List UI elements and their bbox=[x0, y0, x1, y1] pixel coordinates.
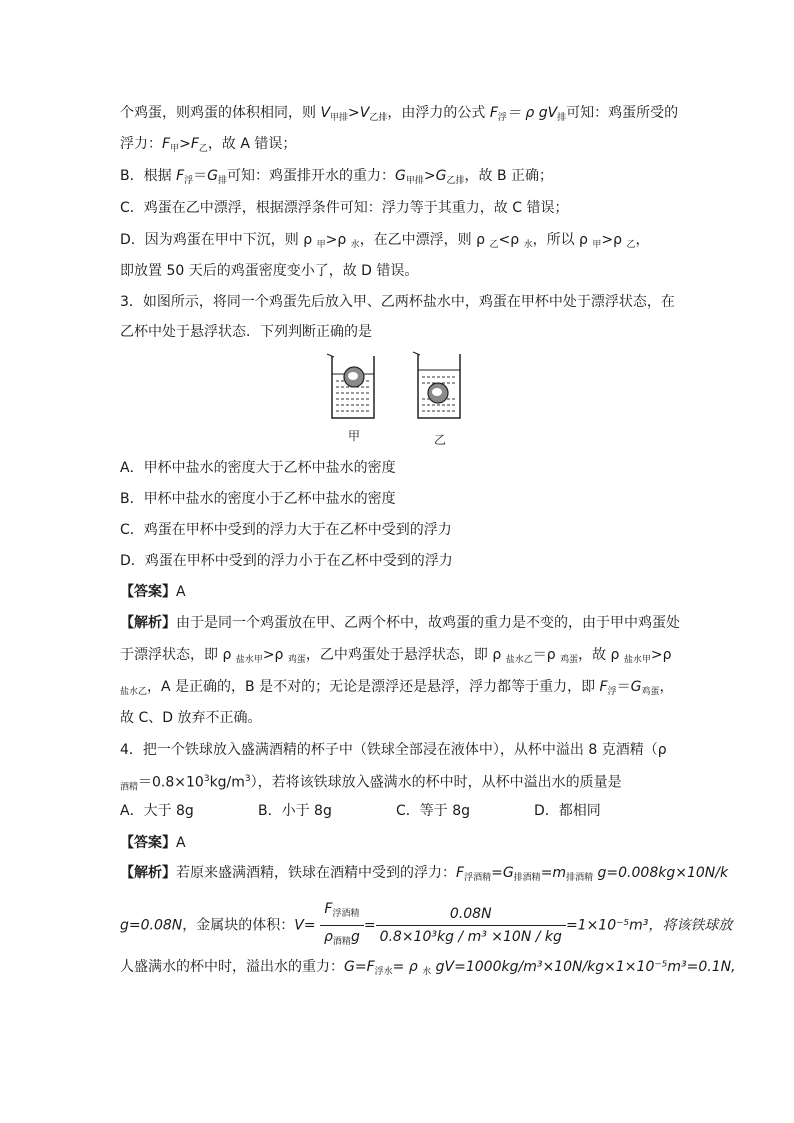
subscript: 盐水乙 bbox=[120, 687, 148, 697]
option-a: A．大于 8g bbox=[120, 803, 194, 819]
math-expression: g=0.08N bbox=[120, 917, 183, 934]
fraction-denominator: 0.8×10³kg / m³ ×10N / kg bbox=[379, 929, 562, 945]
explanation-line bbox=[120, 864, 729, 887]
option-c: C．鸡蛋在甲杯中受到的浮力大于在乙杯中受到的浮力 bbox=[120, 522, 452, 538]
text-span: 可知：鸡蛋所受的 bbox=[566, 105, 679, 121]
subscript: 盐水乙 bbox=[505, 655, 533, 665]
subscript: 乙排 bbox=[446, 176, 465, 186]
text-line bbox=[120, 167, 704, 190]
math-symbol: g bbox=[350, 929, 360, 945]
text-line: C．鸡蛋在乙中漂浮，根据漂浮条件可知：浮力等于其重力，故 C 错误； bbox=[120, 200, 569, 216]
text-span: 若原来盛满酒精，铁球在酒精中受到的浮力： bbox=[176, 865, 456, 881]
text-span: ，所以 ρ bbox=[532, 232, 593, 248]
subscript: 水 bbox=[523, 240, 533, 250]
subscript: 水 bbox=[350, 240, 360, 250]
subscript: 排 bbox=[557, 113, 567, 123]
text-line bbox=[120, 231, 704, 254]
text-span: <ρ bbox=[498, 232, 524, 248]
text-span: 于漂浮状态，即 ρ bbox=[120, 647, 236, 663]
text-span: ，在乙中漂浮，则 ρ bbox=[359, 232, 490, 248]
answer-line bbox=[120, 834, 704, 852]
answer-tag: 【答案】 bbox=[120, 584, 176, 600]
subscript: 排酒精 bbox=[566, 873, 594, 883]
subscript: 盐水甲 bbox=[235, 655, 263, 665]
fraction-numerator bbox=[320, 898, 364, 926]
subscript: 甲 bbox=[170, 144, 180, 154]
math-symbol: G bbox=[207, 168, 218, 184]
subscript: 酒精 bbox=[332, 937, 351, 947]
option-a: A．甲杯中盐水的密度大于乙杯中盐水的密度 bbox=[120, 460, 396, 476]
explanation-line bbox=[120, 614, 704, 632]
math-symbol: V bbox=[359, 105, 370, 121]
text-span: ＝ρ bbox=[532, 647, 561, 663]
subscript: 酒精 bbox=[120, 782, 139, 793]
option-c: C．等于 8g bbox=[396, 803, 471, 819]
subscript: 排酒精 bbox=[513, 873, 541, 883]
math-symbol: ＝ ρ gV bbox=[506, 105, 558, 121]
subscript: 乙 bbox=[489, 240, 499, 250]
subscript: 浮水 bbox=[374, 967, 393, 977]
text-span: ， bbox=[635, 232, 650, 248]
subscript: 甲 bbox=[592, 240, 602, 250]
text-line bbox=[120, 104, 704, 127]
math-expression: G=F bbox=[344, 959, 375, 975]
answer-value: A bbox=[176, 835, 186, 851]
fraction-value bbox=[376, 903, 566, 948]
text-span: > bbox=[179, 136, 191, 152]
text-span: 由于是同一个鸡蛋放在甲、乙两个杯中，故鸡蛋的重力是不变的，由于甲中鸡蛋处 bbox=[176, 615, 680, 631]
math-symbol: F bbox=[162, 136, 171, 152]
question-4-text bbox=[120, 770, 704, 797]
text-span: > bbox=[423, 168, 436, 184]
math-symbol: F bbox=[176, 168, 185, 184]
text-span: 个鸡蛋，则鸡蛋的体积相同，则 bbox=[120, 105, 321, 121]
text-span: ＝ bbox=[193, 168, 208, 184]
math-symbol: G bbox=[395, 168, 406, 184]
text-span: >ρ bbox=[650, 647, 672, 663]
answer-value: A bbox=[176, 584, 186, 600]
text-span: 人盛满水的杯中时，溢出水的重力： bbox=[120, 959, 344, 975]
math-expression: gV=1000kg/m³×10N/kg×1×10⁻⁵m³=0.1N, bbox=[431, 959, 736, 975]
figure-label-jia: 甲 bbox=[348, 429, 361, 443]
math-symbol: F bbox=[456, 865, 465, 881]
text-span: = bbox=[540, 865, 553, 881]
text-span: D．因为鸡蛋在甲中下沉，则 ρ bbox=[120, 232, 317, 248]
text-span: ，由浮力的公式 bbox=[387, 105, 490, 121]
fraction-volume bbox=[320, 898, 364, 953]
subscript: 浮 bbox=[184, 176, 194, 186]
subscript: 甲排 bbox=[330, 113, 349, 123]
figure-label-yi: 乙 bbox=[434, 433, 447, 447]
math-symbol: V bbox=[320, 105, 331, 121]
math-symbol: G bbox=[630, 679, 642, 695]
option-d: D．鸡蛋在甲杯中受到的浮力小于在乙杯中受到的浮力 bbox=[120, 553, 453, 569]
text-span: ，A 是正确的，B 是不对的；无论是漂浮还是悬浮，浮力都等于重力，即 bbox=[147, 679, 600, 695]
explanation-tag: 【解析】 bbox=[120, 865, 176, 881]
subscript: 浮酒精 bbox=[464, 873, 492, 883]
subscript: 乙 bbox=[626, 240, 636, 250]
subscript: 浮 bbox=[607, 687, 617, 697]
subscript: 浮酒精 bbox=[332, 909, 360, 919]
text-span: = bbox=[363, 917, 376, 934]
text-span: ＝ bbox=[616, 679, 631, 695]
beaker-figure bbox=[326, 348, 466, 458]
math-symbol: F bbox=[324, 901, 333, 917]
subscript: 盐水甲 bbox=[623, 655, 651, 665]
explanation-line bbox=[120, 678, 704, 701]
text-span: ，故 ρ bbox=[578, 647, 624, 663]
text-span: ， bbox=[659, 679, 674, 695]
option-b: B．甲杯中盐水的密度小于乙杯中盐水的密度 bbox=[120, 491, 396, 507]
subscript: 乙 bbox=[198, 144, 208, 154]
beaker-jia bbox=[327, 354, 374, 418]
math-symbol: ρ bbox=[324, 929, 333, 945]
math-expression: =1×10⁻⁵m³，将该铁球放 bbox=[565, 917, 733, 934]
subscript: 浮 bbox=[497, 113, 507, 123]
explanation-line bbox=[120, 898, 733, 953]
math-symbol: G bbox=[502, 865, 514, 881]
subscript: 鸡蛋 bbox=[641, 687, 660, 697]
superscript: 3 bbox=[203, 774, 210, 784]
text-span: ＝0.8×10 bbox=[138, 774, 204, 791]
subscript: 鸡蛋 bbox=[560, 655, 579, 665]
math-symbol: F bbox=[599, 679, 608, 695]
text-span: ，金属块的体积： bbox=[182, 917, 295, 934]
text-span: 可知：鸡蛋排开水的重力： bbox=[227, 168, 396, 184]
text-span: B．根据 bbox=[120, 168, 177, 184]
explanation-line: 故 C、D 放弃不正确。 bbox=[120, 710, 262, 726]
text-span: >ρ bbox=[262, 647, 288, 663]
math-symbol: m bbox=[552, 865, 567, 881]
math-expression: = ρ bbox=[392, 959, 423, 975]
subscript: 甲排 bbox=[405, 176, 424, 186]
text-span: ，乙中鸡蛋处于悬浮状态，即 ρ bbox=[305, 647, 506, 663]
subscript: 乙排 bbox=[369, 113, 388, 123]
fraction-denominator bbox=[320, 926, 364, 953]
text-span: ，故 B 正确； bbox=[464, 168, 554, 184]
text-span: = bbox=[491, 865, 503, 881]
text-span: >ρ bbox=[325, 232, 351, 248]
text-span: ，故 A 错误； bbox=[207, 136, 297, 152]
text-line bbox=[120, 135, 704, 158]
fraction-numerator: 0.08N bbox=[376, 903, 566, 926]
subscript: 甲 bbox=[316, 240, 326, 250]
answer-line bbox=[120, 583, 704, 601]
question-4-text: 4．把一个铁球放入盛满酒精的杯子中（铁球全部浸在液体中），从杯中溢出 8 克酒精（ρ bbox=[120, 742, 667, 758]
option-d: D．都相同 bbox=[534, 803, 601, 819]
math-symbol: V= bbox=[294, 917, 316, 934]
text-span: 浮力： bbox=[120, 136, 162, 152]
text-span: ），若将该铁球放入盛满水的杯中时，从杯中溢出水的质量是 bbox=[250, 774, 622, 791]
subscript: 水 bbox=[422, 967, 432, 977]
math-symbol: G bbox=[435, 168, 447, 184]
subscript: 鸡蛋 bbox=[287, 655, 306, 665]
subscript: 排 bbox=[218, 176, 228, 186]
beaker-yi bbox=[413, 352, 460, 418]
text-span: > bbox=[348, 105, 360, 121]
math-symbol: F bbox=[190, 136, 199, 152]
question-3-text: 3．如图所示，将同一个鸡蛋先后放入甲、乙两杯盐水中，鸡蛋在甲杯中处于漂浮状态，在 bbox=[120, 294, 675, 310]
option-b: B．小于 8g bbox=[258, 803, 332, 819]
superscript: 3 bbox=[244, 774, 251, 784]
text-span: >ρ bbox=[601, 232, 627, 248]
text-span: kg/m bbox=[209, 774, 245, 791]
explanation-line bbox=[120, 958, 736, 981]
math-symbol: F bbox=[489, 105, 498, 121]
math-expression: g=0.008kg×10N/k bbox=[593, 865, 729, 881]
explanation-line bbox=[120, 646, 704, 669]
answer-tag: 【答案】 bbox=[120, 835, 176, 851]
question-3-text: 乙杯中处于悬浮状态．下列判断正确的是 bbox=[120, 324, 372, 340]
text-line: 即放置 50 天后的鸡蛋密度变小了，故 D 错误。 bbox=[120, 263, 419, 279]
explanation-tag: 【解析】 bbox=[120, 615, 176, 631]
